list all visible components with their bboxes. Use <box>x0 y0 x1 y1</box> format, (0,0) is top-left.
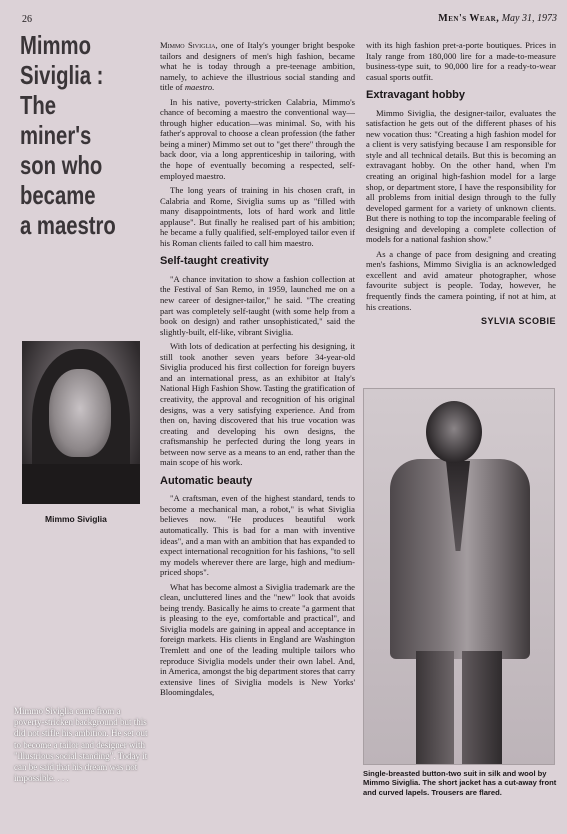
headline-line: Siviglia : <box>20 60 104 90</box>
paragraph <box>160 40 355 93</box>
paragraph: "A craftsman, even of the highest standard, tends to become a mechanical man, a robot," is what Siviglia believes now. "He produces beautiful work automatically. This is bad for a man with inventive ideas", and a man with an ambition that has expanded to expect international recognition for his fashions, "to sell my models wherever there are large, high and medium-priced shops". <box>160 493 355 578</box>
author-byline: SYLVIA SCOBIE <box>480 316 556 327</box>
paragraph: with its high fashion pret-a-porte boutiques. Prices in Italy range from 180,000 lire for a made-to-measure business-type suit, to 90,000 lire for a ready-to-wear casual sports outfit. <box>366 40 556 82</box>
page-number: 26 <box>22 14 32 25</box>
lead-name: Mimmo Siviglia, <box>160 40 218 50</box>
lead-text: one of Italy's younger bright bespoke tailors and designers of men's high fashion, became what he is today through a pre-teenage ambition, namely, to achieve the illustrious social standing and title of <box>160 40 355 93</box>
headline-line: miner's <box>20 120 92 150</box>
subheading: Extravagant hobby <box>366 89 466 102</box>
article-headline <box>20 30 120 240</box>
headline-line: son who <box>20 150 103 180</box>
paragraph: In his native, poverty-stricken Calabria, Mimmo's chance of becoming a maestro the conventional way—through higher education—was minimal. So, with his father's approval to choose a clean profession (the father being a miner) Mimmo set out to "get there" through the back door, via a long apprenticeship in tailoring, with the hope of eventually becoming a respected, self-employed maestro. <box>160 96 355 181</box>
portrait-caption: Mimmo Siviglia <box>45 514 107 524</box>
side-caption: Mimmo Siviglia came from a poverty-stricken background but this did not stifle his ambition. He set out to become a tailor and designer with "illustrious social standing". Today it can be said that his dream was not impossible. . . . <box>14 706 148 784</box>
subheading: Self-taught creativity <box>160 255 269 268</box>
issue-date: May 31, 1973 <box>501 13 557 24</box>
headline-line: The <box>20 90 57 120</box>
article-column-3 <box>366 40 556 327</box>
paragraph: Mimmo Siviglia, the designer-tailor, evaluates the satisfaction he gets out of the different phases of his new vocation thus: "Creating a high fashion model for a client is very satisfying because I am responsible for style and all technical details. But this is becoming an extravagant hobby. On the other hand, when I'm creating an original high-fashion model for a large shop, or department store, I have the responsibility for all problems from initial design through to the fully developed garment for a variety of unknown clients. But there is nothing to top the incomparable feeling of designing and developing a complete collection of models for a national fashion show." <box>366 107 556 245</box>
headline-line: became <box>20 180 96 210</box>
publication-name: Men's Wear, <box>438 13 500 24</box>
headline-line: Mimmo <box>20 30 91 60</box>
subheading: Automatic beauty <box>160 474 253 487</box>
paragraph: With lots of dedication at perfecting his designing, it still took another seven years before 34-year-old Siviglia produced his first collection for foreign buyers and an international press, as an exhibitor at Italy's National High Fashion Show. Tasting the gratification of creativity, the approval and recognition of his original designs, was a very satisfying experience. And from then on, having discovered that his true vocation was creating and developing his own designs, the craftsmanship he perfected during the long years in between now serve as a means to an end, rather than the main scope of his work. <box>160 341 355 468</box>
running-header <box>438 13 557 24</box>
portrait-photo <box>22 341 140 504</box>
paragraph: The long years of training in his chosen craft, in Calabria and Rome, Siviglia sums up as "filled with many disappointments, lots of hard work and little applause". But finally he realised part of his ambition; he became a fully qualified, self-employed tailor even if his Roman clients failed to call him maestro. <box>160 185 355 248</box>
fashion-photo <box>363 388 555 765</box>
article-column-2 <box>160 40 355 702</box>
lead-italic: maestro. <box>184 82 215 93</box>
paragraph: As a change of pace from designing and creating men's fashions, Mimmo Siviglia is an acknowledged excellent and avid amateur photographer, whose favourite subject is people. Today, however, he frequently finds the camera pointing, if not at him, at his creations. <box>366 248 556 312</box>
fashion-photo-caption: Single-breasted button-two suit in silk and wool by Mimmo Siviglia. The short jacket has a cut-away front and curved lapels. Trousers are flared. <box>363 769 557 797</box>
paragraph: "A chance invitation to show a fashion collection at the Festival of San Remo, in 1959, launched me on a new career of designer-tailor," he said. "The creating part was completely self-taught (with some help from a book on design) and rather unsophisticated," said the slightly-built, elf-like, vibrant Siviglia. <box>160 273 355 337</box>
paragraph: What has become almost a Siviglia trademark are the clean, uncluttered lines and the "new" look that avoids being trendy. Basically he aims to create "a garment that is pleasing to the eye, comfortable and practical", and Siviglia models are gaining in appeal and acceptance in foreign markets. His clients in England are Washington Tremlett and one of the leading multiple tailors who reproduce Siviglia models under their own label. And, in America, amongst the big department stores that carry extensive lines of Siviglia models is New Yorks' Bloomingdales, <box>160 581 355 698</box>
headline-line: a maestro <box>20 210 116 240</box>
